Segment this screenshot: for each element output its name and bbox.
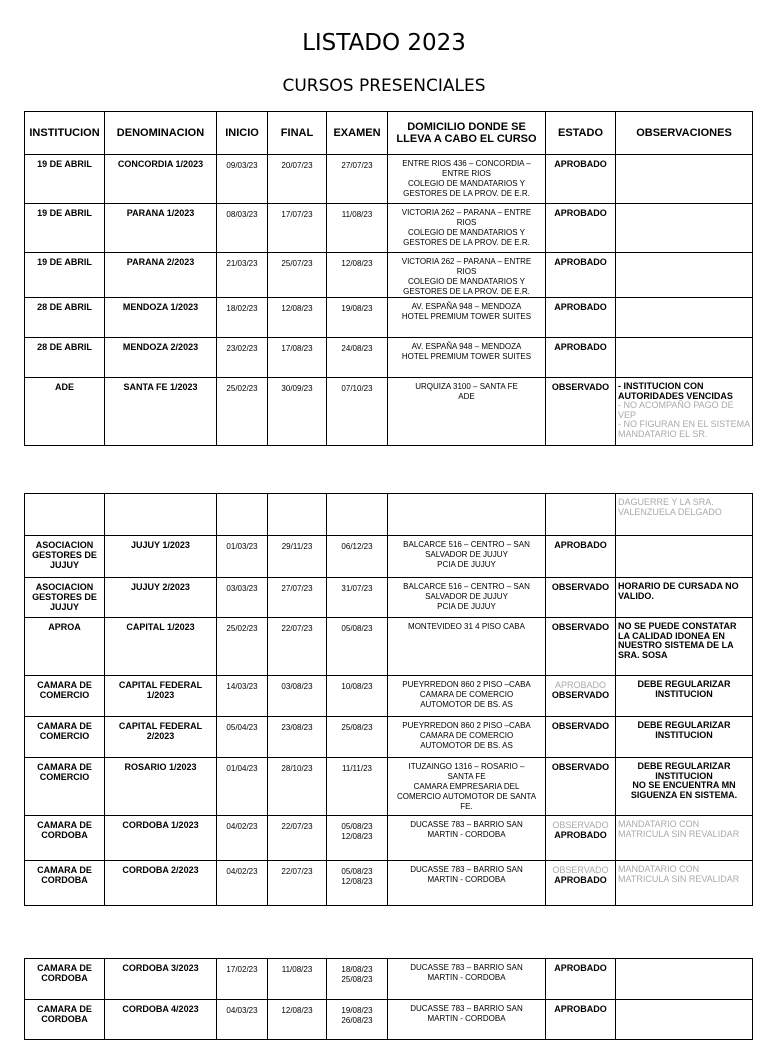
domicilio-line: COLEGIO DE MANDATARIOS Y: [408, 277, 525, 286]
table-row: [25, 155, 753, 204]
cell-inicio: 08/03/23: [217, 204, 268, 253]
observacion-line: DEBE REGULARIZAR INSTITUCION: [637, 679, 731, 699]
cell-denominacion: JUJUY 2/2023: [105, 578, 217, 618]
cell-observaciones: [616, 378, 753, 446]
cell-examen: [327, 959, 388, 1000]
domicilio-line: PUEYRREDON 860 2 PISO –CABA: [402, 680, 531, 689]
header-institucion: INSTITUCION: [25, 112, 105, 155]
observacion-line: NO SE ENCUENTRA MN SIGUENZA EN SISTEMA.: [630, 780, 738, 800]
cell-observaciones: [616, 204, 753, 253]
domicilio-line: MARTIN - CORDOBA: [427, 830, 506, 839]
domicilio-line: DUCASSE 783 – BARRIO SAN: [410, 820, 523, 829]
domicilio-line: URQUIZA 3100 – SANTA FE: [415, 382, 518, 391]
cell-inicio: 04/02/23: [217, 816, 268, 861]
domicilio-line: COLEGIO DE MANDATARIOS Y: [408, 228, 525, 237]
cell-inicio: 17/02/23: [217, 959, 268, 1000]
examen-line: 31/07/23: [341, 584, 373, 593]
cell-denominacion: [105, 494, 217, 536]
cell-inicio: 23/02/23: [217, 338, 268, 378]
examen-line: 24/08/23: [341, 344, 373, 353]
cell-final: 29/11/23: [268, 536, 327, 578]
estado-value: APROBADO: [554, 540, 607, 550]
cell-observaciones: [616, 578, 753, 618]
observacion-line: MANDATARIO CON MATRICULA SIN REVALIDAR: [618, 819, 740, 839]
cell-domicilio: [388, 253, 546, 298]
table-row: [25, 618, 753, 676]
cell-final: 28/10/23: [268, 758, 327, 816]
domicilio-line: MARTIN - CORDOBA: [427, 973, 506, 982]
cell-observaciones: [616, 959, 753, 1000]
cell-institucion: [25, 253, 105, 298]
institucion-line: CAMARA DE: [37, 721, 92, 731]
cell-institucion: [25, 618, 105, 676]
examen-line: 11/08/23: [341, 210, 373, 219]
table-row: [25, 1000, 753, 1040]
cell-examen: [327, 758, 388, 816]
examen-line: 11/11/23: [342, 764, 372, 773]
cell-domicilio: [388, 578, 546, 618]
domicilio-line: SANTA FE: [447, 772, 486, 781]
examen-line: 10/08/23: [341, 682, 373, 691]
table-row: [25, 861, 753, 906]
cell-estado: [546, 717, 616, 758]
cell-examen: [327, 816, 388, 861]
examen-line: 25/08/23: [341, 975, 373, 984]
cell-final: 20/07/23: [268, 155, 327, 204]
header-domicilio: [388, 112, 546, 155]
domicilio-line: HOTEL PREMIUM TOWER SUITES: [401, 352, 532, 361]
institucion-line: COMERCIO: [39, 690, 90, 700]
cell-institucion: [25, 861, 105, 906]
domicilio-line: HOTEL PREMIUM TOWER SUITES: [401, 312, 532, 321]
observacion-line: DAGUERRE Y LA SRA. VALENZUELA DELGADO: [618, 497, 722, 517]
estado-value: OBSERVADO: [551, 721, 610, 731]
institucion-line: 28 DE ABRIL: [37, 302, 92, 312]
table-row: [25, 204, 753, 253]
institucion-line: JUJUY: [49, 560, 79, 570]
estado-value: APROBADO: [554, 208, 607, 218]
cell-domicilio: [388, 1000, 546, 1040]
cell-estado: [546, 758, 616, 816]
cell-estado: [546, 494, 616, 536]
cell-denominacion: JUJUY 1/2023: [105, 536, 217, 578]
examen-line: 19/08/23: [341, 1006, 373, 1015]
institucion-line: CAMARA DE: [37, 762, 92, 772]
domicilio-line: DUCASSE 783 – BARRIO SAN: [410, 1004, 523, 1013]
cell-inicio: 04/02/23: [217, 861, 268, 906]
cell-estado: [546, 378, 616, 446]
institucion-line: CORDOBA: [41, 830, 88, 840]
cell-final: 03/08/23: [268, 676, 327, 717]
cell-denominacion: MENDOZA 1/2023: [105, 298, 217, 338]
cell-examen: [327, 155, 388, 204]
estado-value: OBSERVADO: [551, 690, 610, 700]
cell-estado: [546, 338, 616, 378]
cell-denominacion: SANTA FE 1/2023: [105, 378, 217, 446]
examen-line: 05/08/23: [341, 624, 373, 633]
domicilio-line: PUEYRREDON 860 2 PISO –CABA: [402, 721, 531, 730]
estado-value: APROBADO: [554, 830, 607, 840]
domicilio-line: DUCASSE 783 – BARRIO SAN: [410, 865, 523, 874]
table-row: [25, 578, 753, 618]
domicilio-line: MONTEVIDEO 31 4 PISO CABA: [408, 622, 525, 631]
cell-final: 22/07/23: [268, 816, 327, 861]
cell-inicio: 25/02/23: [217, 618, 268, 676]
domicilio-line: ENTRE RIOS: [442, 169, 491, 178]
estado-value: APROBADO: [554, 963, 607, 973]
cell-domicilio: [388, 338, 546, 378]
domicilio-line: SALVADOR DE JUJUY: [425, 592, 508, 601]
cell-final: 12/08/23: [268, 298, 327, 338]
cell-denominacion: PARANA 2/2023: [105, 253, 217, 298]
table-row: [25, 378, 753, 446]
domicilio-line: AV. ESPAÑA 948 – MENDOZA: [411, 342, 522, 351]
institucion-line: 19 DE ABRIL: [37, 257, 92, 267]
institucion-line: CAMARA DE: [37, 820, 92, 830]
examen-line: 05/08/23: [341, 822, 373, 831]
cell-observaciones: [616, 758, 753, 816]
table-row: [25, 338, 753, 378]
institucion-line: JUJUY: [49, 602, 79, 612]
cell-observaciones: [616, 717, 753, 758]
cell-final: 12/08/23: [268, 1000, 327, 1040]
cell-estado: [546, 618, 616, 676]
cell-denominacion: CAPITAL FEDERAL 2/2023: [105, 717, 217, 758]
cell-denominacion: CAPITAL 1/2023: [105, 618, 217, 676]
estado-value: OBSERVADO: [551, 582, 610, 592]
cell-institucion: [25, 676, 105, 717]
cell-final: 25/07/23: [268, 253, 327, 298]
header-observaciones: OBSERVACIONES: [616, 112, 753, 155]
estado-value: APROBADO: [554, 302, 607, 312]
cell-examen: [327, 536, 388, 578]
domicilio-line: MARTIN - CORDOBA: [427, 1014, 506, 1023]
estado-value: APROBADO: [554, 680, 606, 690]
observacion-line: DEBE REGULARIZAR INSTITUCION: [637, 720, 731, 740]
cell-observaciones: [616, 618, 753, 676]
domicilio-line: COLEGIO DE MANDATARIOS Y: [408, 179, 525, 188]
cell-denominacion: MENDOZA 2/2023: [105, 338, 217, 378]
cell-institucion: [25, 758, 105, 816]
cell-estado: [546, 155, 616, 204]
domicilio-line: ADE: [458, 392, 475, 401]
institucion-line: CORDOBA: [41, 973, 88, 983]
estado-value: APROBADO: [554, 875, 607, 885]
cell-estado: [546, 536, 616, 578]
estado-value: OBSERVADO: [552, 865, 609, 875]
domicilio-line: COMERCIO AUTOMOTOR DE SANTA: [396, 792, 537, 801]
courses-table-page-1: [24, 111, 753, 446]
domicilio-line: CAMARA EMPRESARIA DEL: [413, 782, 520, 791]
table-header-row: [25, 112, 753, 155]
cell-final: 11/08/23: [268, 959, 327, 1000]
cell-examen: [327, 338, 388, 378]
cell-denominacion: CORDOBA 3/2023: [105, 959, 217, 1000]
domicilio-line: BALCARCE 516 – CENTRO – SAN: [403, 582, 530, 591]
cell-examen: [327, 494, 388, 536]
cell-observaciones: [616, 536, 753, 578]
cell-institucion: [25, 155, 105, 204]
cell-inicio: 21/03/23: [217, 253, 268, 298]
examen-line: 12/08/23: [341, 832, 373, 841]
table-row: [25, 717, 753, 758]
domicilio-line: PCIA DE JUJUY: [437, 560, 496, 569]
cell-inicio: 18/02/23: [217, 298, 268, 338]
domicilio-line: CAMARA DE COMERCIO: [419, 690, 514, 699]
institucion-line: CAMARA DE: [37, 865, 92, 875]
domicilio-line: VICTORIA 262 – PARANA – ENTRE: [401, 208, 532, 217]
cell-inicio: 09/03/23: [217, 155, 268, 204]
cell-inicio: 04/03/23: [217, 1000, 268, 1040]
cell-estado: [546, 1000, 616, 1040]
domicilio-line: ENTRE RIOS 436 – CONCORDIA –: [402, 159, 531, 168]
cell-observaciones: [616, 676, 753, 717]
cell-final: 17/07/23: [268, 204, 327, 253]
examen-line: 26/08/23: [341, 1016, 373, 1025]
estado-value: OBSERVADO: [551, 762, 610, 772]
cell-domicilio: [388, 536, 546, 578]
domicilio-line: RIOS: [456, 267, 477, 276]
cell-institucion: [25, 378, 105, 446]
domicilio-line: AUTOMOTOR DE BS. AS: [420, 741, 513, 750]
cell-institucion: [25, 494, 105, 536]
domicilio-line: SALVADOR DE JUJUY: [425, 550, 508, 559]
cell-institucion: [25, 338, 105, 378]
cell-estado: [546, 816, 616, 861]
domicilio-line: RIOS: [456, 218, 477, 227]
cell-inicio: 14/03/23: [217, 676, 268, 717]
cell-denominacion: CORDOBA 2/2023: [105, 861, 217, 906]
header-examen: EXAMEN: [327, 112, 388, 155]
header-denominacion: DENOMINACION: [105, 112, 217, 155]
observacion-line: - NO FIGURAN EN EL SISTEMA MANDATARIO EL SR.: [618, 419, 750, 439]
cell-inicio: 03/03/23: [217, 578, 268, 618]
cell-domicilio: [388, 204, 546, 253]
examen-line: 07/10/23: [341, 384, 373, 393]
estado-value: OBSERVADO: [552, 820, 609, 830]
cell-institucion: [25, 1000, 105, 1040]
header-domicilio-line-2: LLEVA A CABO EL CURSO: [396, 133, 537, 145]
estado-value: APROBADO: [554, 1004, 607, 1014]
cell-estado: [546, 204, 616, 253]
table-row: [25, 494, 753, 536]
cell-estado: [546, 861, 616, 906]
institucion-line: CAMARA DE: [37, 680, 92, 690]
cell-examen: [327, 676, 388, 717]
institucion-line: 19 DE ABRIL: [37, 208, 92, 218]
cell-institucion: [25, 717, 105, 758]
cell-domicilio: [388, 676, 546, 717]
domicilio-line: MARTIN - CORDOBA: [427, 875, 506, 884]
observacion-line: NO SE PUEDE CONSTATAR LA CALIDAD IDONEA EN NUESTRO SISTEMA DE LA SRA. SOSA: [618, 621, 737, 660]
cell-institucion: [25, 816, 105, 861]
estado-value: APROBADO: [554, 257, 607, 267]
table-row: [25, 676, 753, 717]
cell-denominacion: CAPITAL FEDERAL 1/2023: [105, 676, 217, 717]
cell-denominacion: PARANA 1/2023: [105, 204, 217, 253]
observacion-line: HORARIO DE CURSADA NO VALIDO.: [618, 581, 739, 601]
cell-inicio: 01/03/23: [217, 536, 268, 578]
cell-domicilio: [388, 816, 546, 861]
cell-final: 27/07/23: [268, 578, 327, 618]
cell-denominacion: CORDOBA 1/2023: [105, 816, 217, 861]
cell-estado: [546, 959, 616, 1000]
cell-observaciones: [616, 816, 753, 861]
domicilio-line: GESTORES DE LA PROV. DE E.R.: [403, 287, 530, 296]
estado-value: OBSERVADO: [551, 622, 610, 632]
institucion-line: CORDOBA: [41, 875, 88, 885]
examen-line: 19/08/23: [341, 304, 373, 313]
cell-final: 22/07/23: [268, 861, 327, 906]
observacion-line: MANDATARIO CON MATRICULA SIN REVALIDAR: [618, 864, 740, 884]
examen-line: 12/08/23: [341, 259, 373, 268]
domicilio-line: GESTORES DE LA PROV. DE E.R.: [403, 189, 530, 198]
domicilio-line: PCIA DE JUJUY: [437, 602, 496, 611]
cell-estado: [546, 578, 616, 618]
cell-examen: [327, 378, 388, 446]
cell-domicilio: [388, 959, 546, 1000]
courses-table-page-2: [24, 493, 753, 906]
domicilio-line: DUCASSE 783 – BARRIO SAN: [410, 963, 523, 972]
cell-institucion: [25, 298, 105, 338]
cell-domicilio: [388, 298, 546, 338]
cell-domicilio: [388, 618, 546, 676]
domicilio-line: FE.: [460, 802, 473, 811]
institucion-line: ASOCIACION: [35, 540, 94, 550]
institucion-line: GESTORES DE: [32, 592, 97, 602]
cell-observaciones: [616, 298, 753, 338]
header-estado: ESTADO: [546, 112, 616, 155]
institucion-line: CAMARA DE: [37, 963, 92, 973]
cell-denominacion: CONCORDIA 1/2023: [105, 155, 217, 204]
cell-final: 23/08/23: [268, 717, 327, 758]
table-row: [25, 536, 753, 578]
institucion-line: ASOCIACION: [35, 582, 94, 592]
institucion-line: APROA: [48, 622, 81, 632]
cell-estado: [546, 253, 616, 298]
page-title: LISTADO 2023: [302, 30, 466, 56]
cell-final: [268, 494, 327, 536]
domicilio-line: AV. ESPAÑA 948 – MENDOZA: [411, 302, 522, 311]
cell-observaciones: [616, 253, 753, 298]
institucion-line: CAMARA DE: [37, 1004, 92, 1014]
domicilio-line: ITUZAINGO 1316 – ROSARIO –: [408, 762, 525, 771]
examen-line: 06/12/23: [341, 542, 373, 551]
domicilio-line: AUTOMOTOR DE BS. AS: [420, 700, 513, 709]
institucion-line: 28 DE ABRIL: [37, 342, 92, 352]
examen-line: 18/08/23: [341, 965, 373, 974]
cell-observaciones: [616, 494, 753, 536]
estado-value: APROBADO: [554, 342, 607, 352]
table-row: [25, 253, 753, 298]
cell-observaciones: [616, 861, 753, 906]
cell-domicilio: [388, 717, 546, 758]
cell-examen: [327, 1000, 388, 1040]
domicilio-line: GESTORES DE LA PROV. DE E.R.: [403, 238, 530, 247]
cell-examen: [327, 861, 388, 906]
examen-line: 27/07/23: [341, 161, 373, 170]
observacion-line: DEBE REGULARIZAR INSTITUCION: [637, 761, 731, 781]
table-row: [25, 298, 753, 338]
cell-domicilio: [388, 494, 546, 536]
cell-final: 22/07/23: [268, 618, 327, 676]
cell-inicio: 01/04/23: [217, 758, 268, 816]
cell-inicio: 25/02/23: [217, 378, 268, 446]
cell-inicio: 05/04/23: [217, 717, 268, 758]
cell-domicilio: [388, 378, 546, 446]
page-subtitle: CURSOS PRESENCIALES: [282, 76, 486, 96]
estado-value: APROBADO: [554, 159, 607, 169]
examen-line: 12/08/23: [341, 877, 373, 886]
cell-domicilio: [388, 155, 546, 204]
examen-line: 05/08/23: [341, 867, 373, 876]
cell-domicilio: [388, 758, 546, 816]
cell-examen: [327, 204, 388, 253]
table-row: [25, 816, 753, 861]
domicilio-line: CAMARA DE COMERCIO: [419, 731, 514, 740]
domicilio-line: BALCARCE 516 – CENTRO – SAN: [403, 540, 530, 549]
header-final: FINAL: [268, 112, 327, 155]
header-inicio: INICIO: [217, 112, 268, 155]
cell-observaciones: [616, 155, 753, 204]
institucion-line: GESTORES DE: [32, 550, 97, 560]
observacion-line: - NO ACOMPAÑO PAGO DE VEP: [618, 400, 734, 420]
cell-denominacion: CORDOBA 4/2023: [105, 1000, 217, 1040]
cell-final: 30/09/23: [268, 378, 327, 446]
cell-examen: [327, 578, 388, 618]
observacion-line: - INSTITUCION CON AUTORIDADES VENCIDAS: [618, 381, 733, 401]
examen-line: 25/08/23: [341, 723, 373, 732]
institucion-line: COMERCIO: [39, 772, 90, 782]
domicilio-line: VICTORIA 262 – PARANA – ENTRE: [401, 257, 532, 266]
cell-observaciones: [616, 338, 753, 378]
cell-examen: [327, 618, 388, 676]
cell-estado: [546, 676, 616, 717]
cell-estado: [546, 298, 616, 338]
cell-final: 17/08/23: [268, 338, 327, 378]
courses-table-page-3: [24, 958, 753, 1040]
estado-value: OBSERVADO: [551, 382, 610, 392]
cell-domicilio: [388, 861, 546, 906]
cell-institucion: [25, 204, 105, 253]
table-row: [25, 758, 753, 816]
cell-observaciones: [616, 1000, 753, 1040]
cell-inicio: [217, 494, 268, 536]
institucion-line: COMERCIO: [39, 731, 90, 741]
cell-institucion: [25, 536, 105, 578]
institucion-line: ADE: [54, 382, 74, 392]
cell-examen: [327, 717, 388, 758]
cell-denominacion: ROSARIO 1/2023: [105, 758, 217, 816]
cell-institucion: [25, 959, 105, 1000]
institucion-line: 19 DE ABRIL: [37, 159, 92, 169]
table-row: [25, 959, 753, 1000]
header-domicilio-line-1: DOMICILIO DONDE SE: [407, 121, 526, 133]
cell-institucion: [25, 578, 105, 618]
institucion-line: CORDOBA: [41, 1014, 88, 1024]
cell-examen: [327, 253, 388, 298]
cell-examen: [327, 298, 388, 338]
